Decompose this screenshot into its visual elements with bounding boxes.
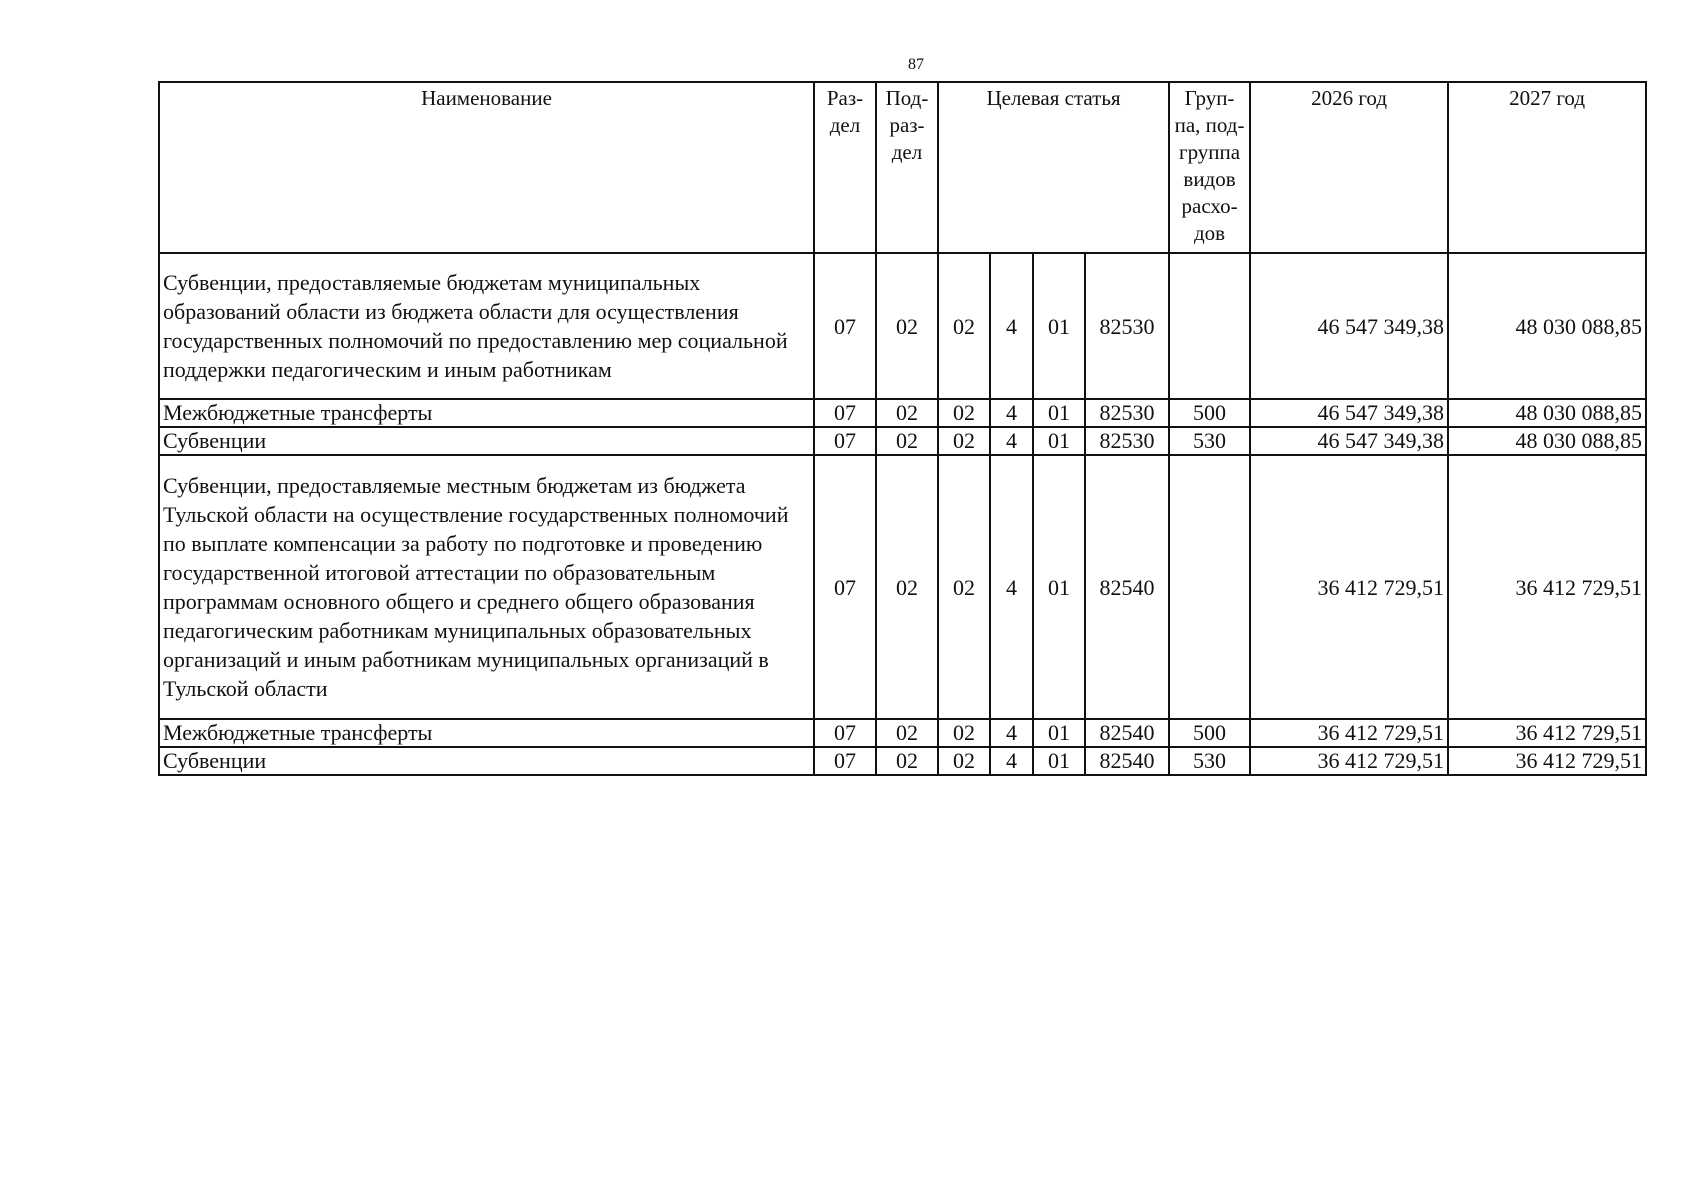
row-target-1: 02 (938, 747, 990, 775)
row-value-2027: 36 412 729,51 (1448, 747, 1646, 775)
row-value-2027: 48 030 088,85 (1448, 253, 1646, 399)
row-podrazdel: 02 (876, 719, 938, 747)
row-group: 530 (1169, 747, 1250, 775)
row-value-2027: 36 412 729,51 (1448, 455, 1646, 719)
header-year-2026: 2026 год (1250, 82, 1448, 253)
row-target-3: 01 (1033, 253, 1085, 399)
row-value-2026: 36 412 729,51 (1250, 455, 1448, 719)
row-target-1: 02 (938, 427, 990, 455)
row-group (1169, 455, 1250, 719)
header-target-article: Целевая статья (938, 82, 1169, 253)
header-group: Груп- па, под- группа видов расхо- дов (1169, 82, 1250, 253)
row-value-2026: 46 547 349,38 (1250, 253, 1448, 399)
row-target-4: 82540 (1085, 719, 1169, 747)
row-target-3: 01 (1033, 719, 1085, 747)
header-name: Наименование (159, 82, 814, 253)
row-target-3: 01 (1033, 455, 1085, 719)
row-value-2026: 46 547 349,38 (1250, 427, 1448, 455)
row-target-4: 82540 (1085, 455, 1169, 719)
table-row (159, 253, 1646, 399)
row-value-2027: 48 030 088,85 (1448, 399, 1646, 427)
row-name: Субвенции (159, 427, 814, 455)
row-podrazdel: 02 (876, 747, 938, 775)
row-value-2026: 36 412 729,51 (1250, 747, 1448, 775)
table-row (159, 399, 1646, 427)
row-name: Субвенции, предоставляемые местным бюджетам из бюджета Тульской области на осуществление государственных полномочий по выплате компенсации за работу по подготовке и проведению государственной итоговой аттестации по образовательным программам основного общего и среднего общего образования педагогическим работникам муниципальных образовательных организаций и иным работникам муниципальных организаций в Тульской области (159, 455, 814, 719)
row-razdel: 07 (814, 427, 876, 455)
row-podrazdel: 02 (876, 399, 938, 427)
row-target-4: 82540 (1085, 747, 1169, 775)
row-target-3: 01 (1033, 399, 1085, 427)
page-number: 87 (908, 56, 924, 73)
row-target-2: 4 (990, 399, 1033, 427)
row-name: Субвенции (159, 747, 814, 775)
header-year-2027: 2027 год (1448, 82, 1646, 253)
row-podrazdel: 02 (876, 455, 938, 719)
row-group (1169, 253, 1250, 399)
row-target-4: 82530 (1085, 253, 1169, 399)
row-razdel: 07 (814, 399, 876, 427)
row-podrazdel: 02 (876, 253, 938, 399)
row-target-2: 4 (990, 719, 1033, 747)
row-target-2: 4 (990, 253, 1033, 399)
row-value-2026: 36 412 729,51 (1250, 719, 1448, 747)
row-razdel: 07 (814, 253, 876, 399)
row-target-1: 02 (938, 719, 990, 747)
row-target-3: 01 (1033, 427, 1085, 455)
budget-table (158, 81, 1647, 776)
row-target-2: 4 (990, 455, 1033, 719)
row-target-4: 82530 (1085, 427, 1169, 455)
row-razdel: 07 (814, 747, 876, 775)
row-value-2027: 36 412 729,51 (1448, 719, 1646, 747)
table-row (159, 719, 1646, 747)
row-target-1: 02 (938, 399, 990, 427)
row-podrazdel: 02 (876, 427, 938, 455)
table-header-row (159, 82, 1646, 253)
row-value-2027: 48 030 088,85 (1448, 427, 1646, 455)
row-razdel: 07 (814, 719, 876, 747)
row-target-4: 82530 (1085, 399, 1169, 427)
row-group: 530 (1169, 427, 1250, 455)
header-razdel: Раз- дел (814, 82, 876, 253)
row-target-2: 4 (990, 747, 1033, 775)
row-name: Межбюджетные трансферты (159, 399, 814, 427)
row-razdel: 07 (814, 455, 876, 719)
row-target-3: 01 (1033, 747, 1085, 775)
header-podrazdel: Под- раз- дел (876, 82, 938, 253)
table-row (159, 747, 1646, 775)
row-target-1: 02 (938, 253, 990, 399)
table-row (159, 455, 1646, 719)
row-target-1: 02 (938, 455, 990, 719)
row-value-2026: 46 547 349,38 (1250, 399, 1448, 427)
row-name: Межбюджетные трансферты (159, 719, 814, 747)
row-target-2: 4 (990, 427, 1033, 455)
row-group: 500 (1169, 719, 1250, 747)
table-row (159, 427, 1646, 455)
row-name: Субвенции, предоставляемые бюджетам муниципальных образований области из бюджета области для осуществления государственных полномочий по предоставлению мер социальной поддержки педагогическим и иным работникам (159, 253, 814, 399)
row-group: 500 (1169, 399, 1250, 427)
